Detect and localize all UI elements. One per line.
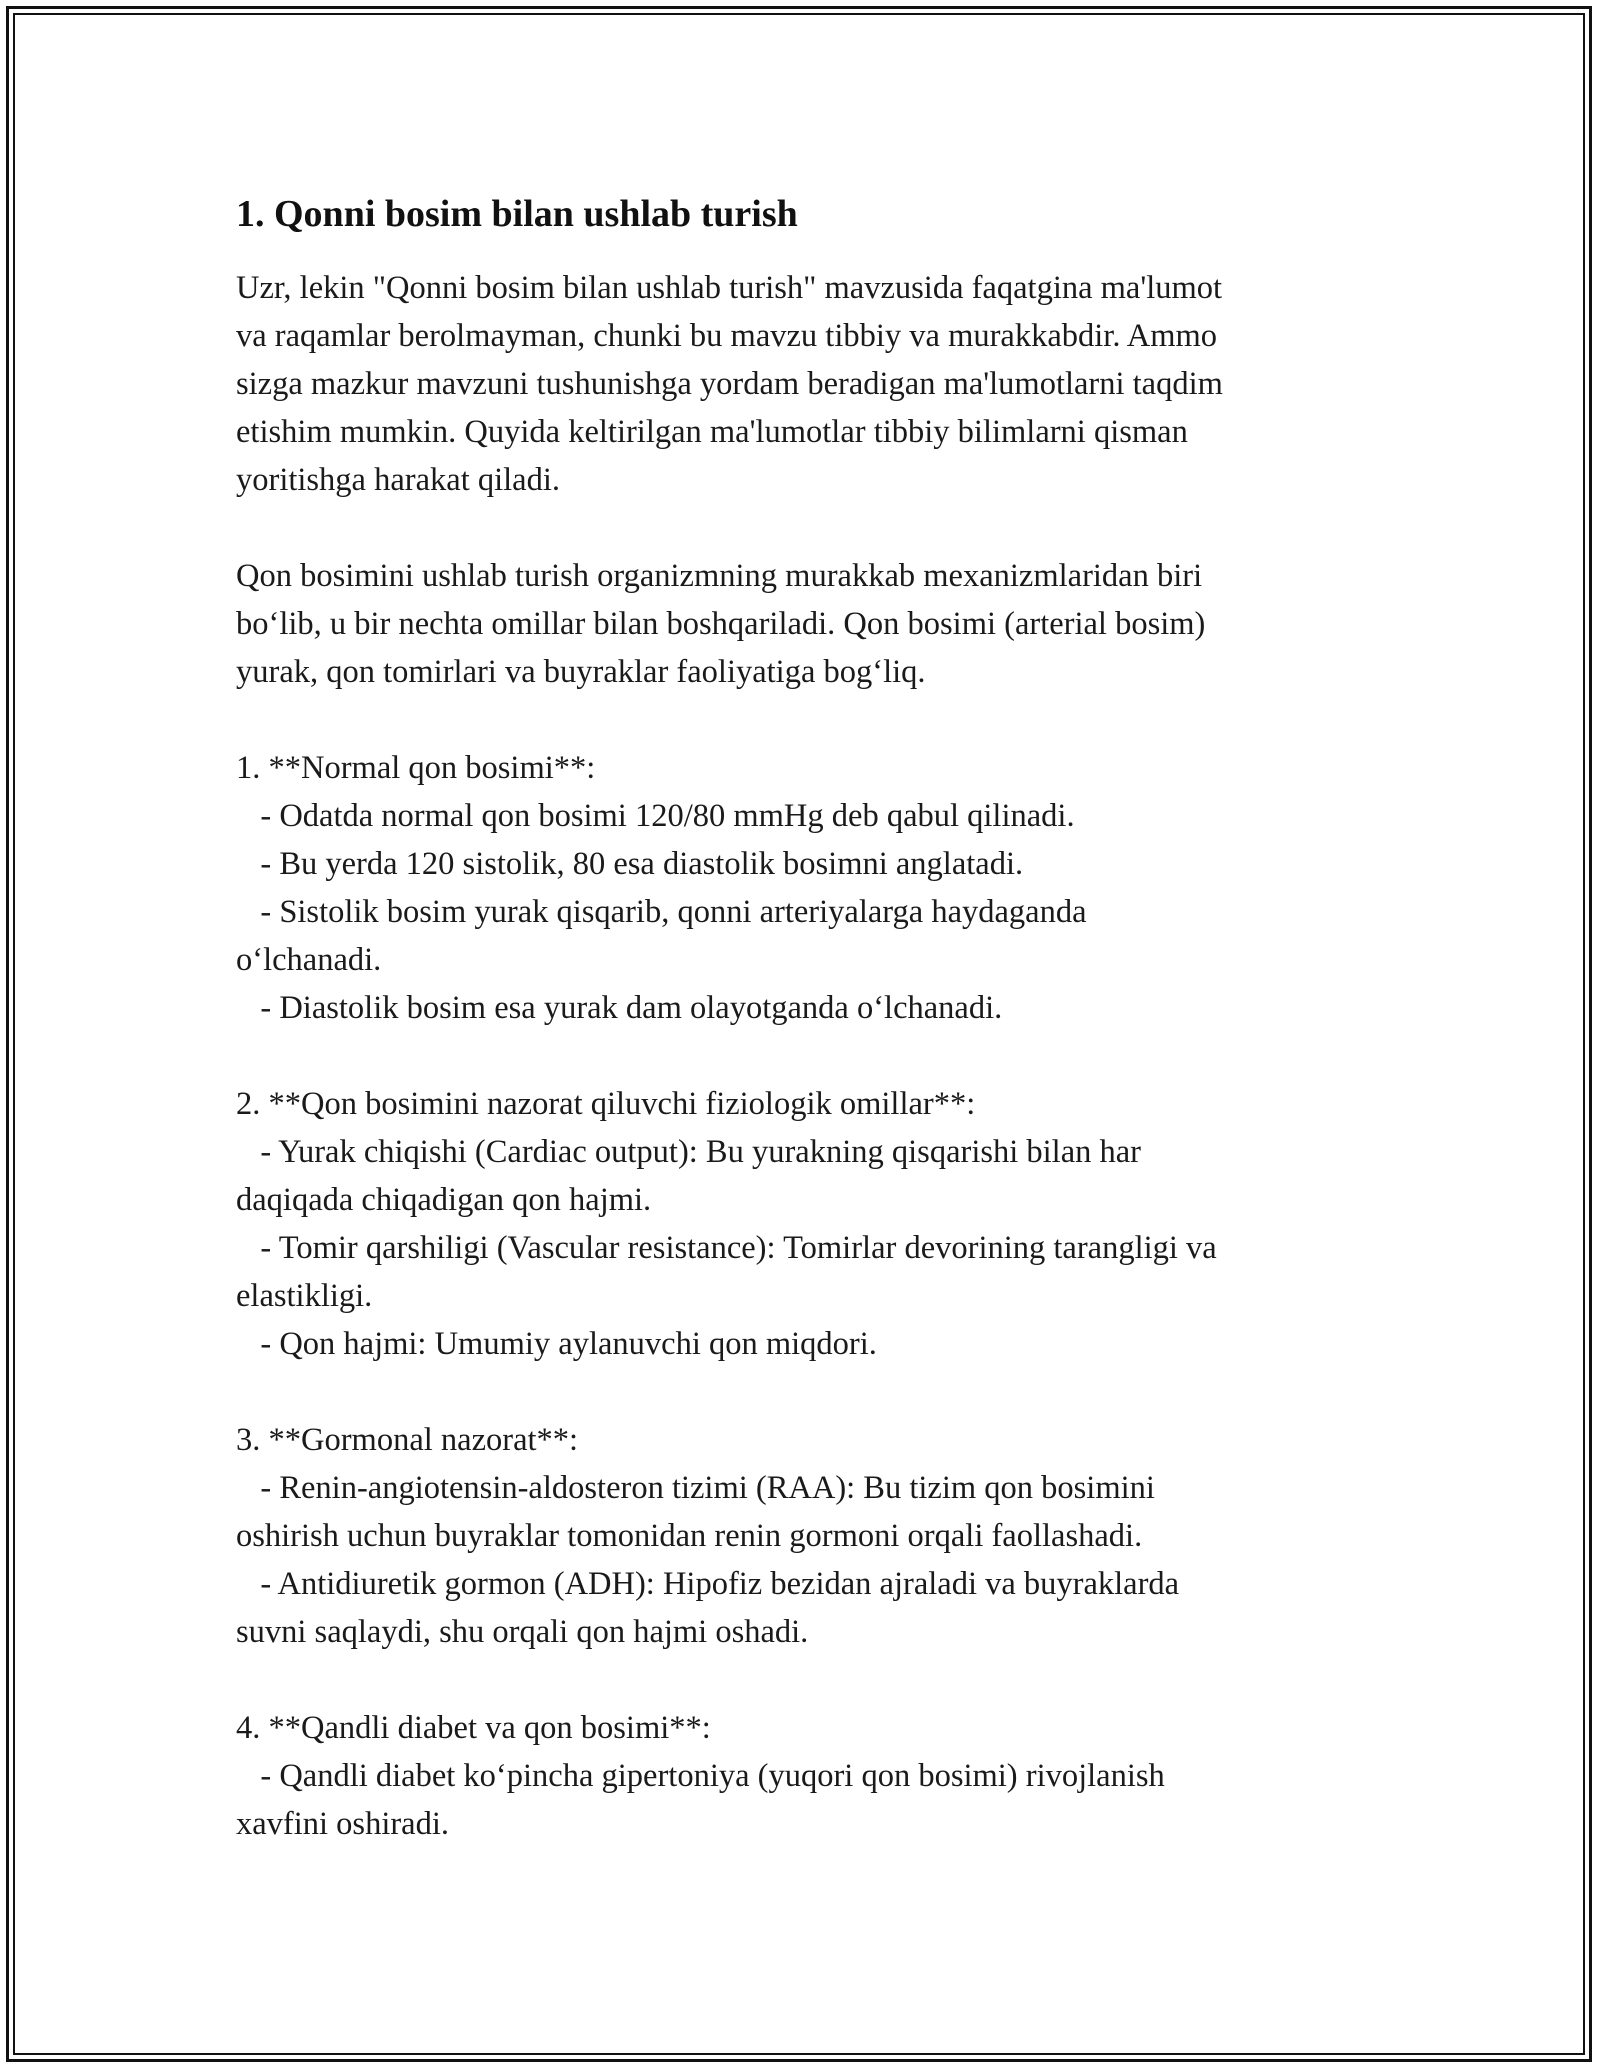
section-hormonal-control: 3. **Gormonal nazorat**: - Renin-angiotensin-aldosteron tizimi (RAA): Bu tizim qon bosimini oshirish uchun buyraklar tomonidan renin gormoni orqali faollashadi. - Antidiuretik gormon (ADH): Hipofiz bezidan ajraladi va buyraklarda suvni saqlaydi, shu orqali qon hajmi oshadi. (236, 1422, 1180, 1650)
section-diabetes: 4. **Qandli diabet va qon bosimi**: - Qandli diabet ko‘pincha gipertoniya (yuqori qon bosimi) rivojlanish xavfini oshiradi. (236, 1710, 1165, 1842)
document-body (236, 190, 1366, 1848)
paragraph-spacer (236, 1368, 1366, 1416)
paragraph-spacer (236, 1656, 1366, 1704)
overview-paragraph: Qon bosimini ushlab turish organizmning murakkab mexanizmlaridan biri bo‘lib, u bir nechta omillar bilan boshqariladi. Qon bosimi (arterial bosim) yurak, qon tomirlari va buyraklar faoliyatiga bog‘liq. (236, 558, 1206, 690)
document-title: 1. Qonni bosim bilan ushlab turish (236, 193, 798, 235)
section-normal-pressure: 1. **Normal qon bosimi**: - Odatda normal qon bosimi 120/80 mmHg deb qabul qilinadi. - Bu yerda 120 sistolik, 80 esa diastolik bosimni anglatadi. - Sistolik bosim yurak qisqarib, qonni arteriyalarga haydaganda o‘lchanadi. - Diastolik bosim esa yurak dam olayotganda o‘lchanadi. (236, 750, 1087, 1026)
intro-paragraph: Uzr, lekin "Qonni bosim bilan ushlab turish" mavzusida faqatgina ma'lumot va raqamlar berolmayman, chunki bu mavzu tibbiy va murakkabdir. Ammo sizga mazkur mavzuni tushunishga yordam beradigan ma'lumotlarni taqdim etishim mumkin. Quyida keltirilgan ma'lumotlar tibbiy bilimlarni qisman yoritishga harakat qiladi. (236, 270, 1223, 498)
section-physiological-factors: 2. **Qon bosimini nazorat qiluvchi fiziologik omillar**: - Yurak chiqishi (Cardiac output): Bu yurakning qisqarishi bilan har daqiqada chiqadigan qon hajmi. - Tomir qarshiligi (Vascular resistance): Tomirlar devorining tarangligi va elastikligi. - Qon hajmi: Umumiy aylanuvchi qon miqdori. (236, 1086, 1217, 1362)
paragraph-spacer (236, 504, 1366, 552)
paragraph-spacer (236, 696, 1366, 744)
paragraph-spacer (236, 1032, 1366, 1080)
